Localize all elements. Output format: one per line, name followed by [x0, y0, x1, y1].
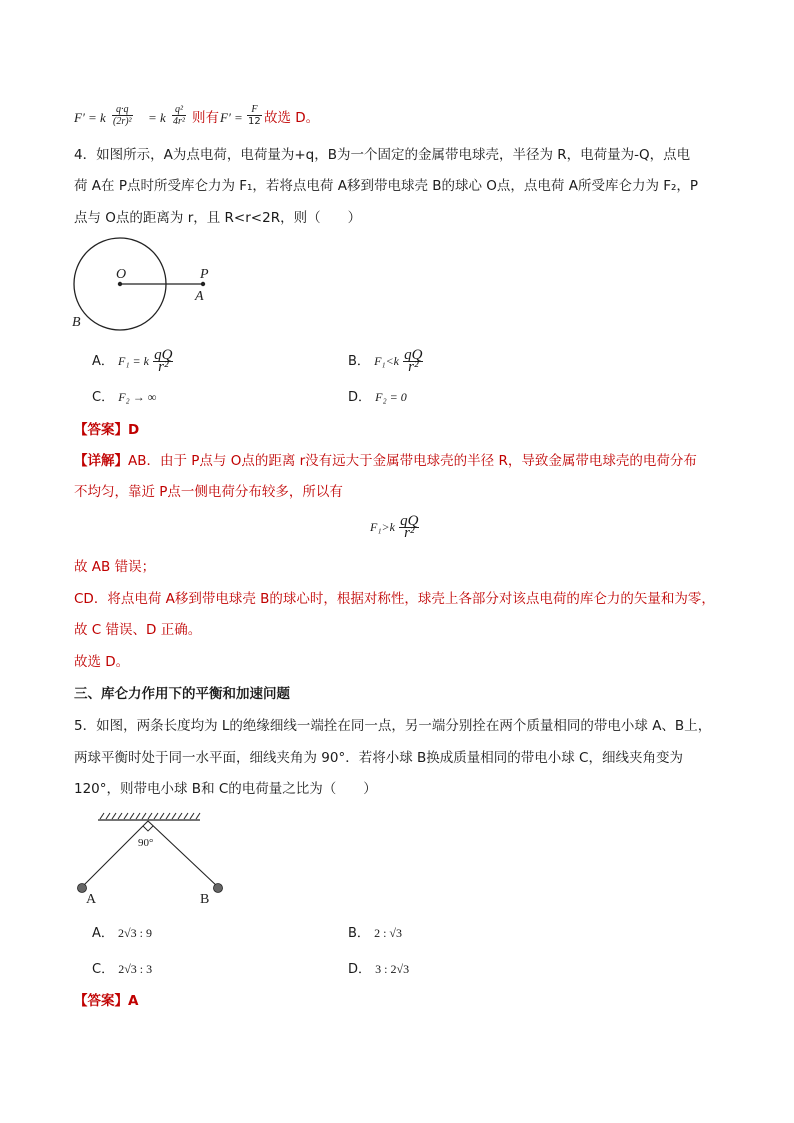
ceiling-hatch [100, 813, 200, 819]
string-b [148, 821, 218, 887]
q4-detail-line2: 不均匀，靠近 P点一侧电荷分布较多，所以有 [74, 484, 343, 500]
q5-line1: 5．如图，两条长度均为 L的绝缘细线一端拴在同一点，另一端分别拴在两个质量相同的带电小球 A、B上， [74, 718, 712, 734]
formula-then: 则有 [192, 110, 219, 126]
q4-line2: 荷 A在 P点时所受库仑力为 F₁，若将点电荷 A移到带电球壳 B的球心 O点，点电荷 A所受库仑力为 F₂，P [74, 178, 699, 194]
q5-option-d[interactable]: D． 3 : 2√3 [348, 962, 410, 977]
q4-line3: 点与 O点的距离为 r，且 R<r<2R，则（ ） [74, 210, 362, 226]
q5-line3: 120°，则带电小球 B和 C的电荷量之比为（ ） [74, 781, 377, 797]
ball-b [214, 884, 223, 893]
right-angle-mark [143, 826, 153, 831]
formula-lhs: F′ = k [74, 110, 106, 125]
label-a: A [195, 289, 204, 304]
q4-ab-conclusion: 故 AB 错误； [74, 559, 156, 575]
q4-detail-line1: 【详解】AB．由于 P点与 O点的距离 r没有远大于金属带电球壳的半径 R，导致金属带电球壳的电荷分布 [74, 453, 697, 469]
ball-label-a: A [86, 892, 97, 907]
q4-option-c[interactable]: C． F₂ → ∞ [92, 390, 157, 405]
q4-answer: 【答案】D [74, 422, 140, 438]
q4-option-a[interactable]: A． F₁ = k $\frac{qQ}{\text{r²}}$ [92, 347, 173, 375]
formula-mid: = k [148, 110, 166, 125]
q5-option-a[interactable]: A． 2√3 : 9 [92, 926, 152, 941]
q4-cd-line1: CD．将点电荷 A移到带电球壳 B的球心时，根据对称性，球壳上各部分对该点电荷的库仑力的矢量和为零， [74, 591, 715, 607]
angle-label: 90° [138, 837, 154, 849]
ball-label-b: B [200, 892, 210, 907]
formula-rhs-frac: $\frac{F}{12}$ [248, 104, 261, 127]
q5-answer: 【答案】A [74, 993, 139, 1009]
center-point [118, 282, 122, 286]
formula-frac2: $\frac{\text{q²}}{\text{4r²}}$ [173, 104, 185, 127]
string-a [82, 821, 148, 887]
q4-option-b[interactable]: B． F₁<k $\frac{qQ}{\text{r²}}$ [348, 347, 423, 375]
q5-line2: 两球平衡时处于同一水平面，细线夹角为 90°．若将小球 B换成质量相同的带电小球 C，细线夹角变为 [74, 750, 683, 766]
q4-line1: 4．如图所示，A为点电荷，电荷量为+q，B为一个固定的金属带电球壳，半径为 R，电荷量为-Q，点电 [74, 147, 691, 163]
formula-conclusion: 故选 D。 [264, 110, 320, 126]
q4-final: 故选 D。 [74, 654, 130, 670]
q4-center-formula: F₁>k $\frac{qQ}{\text{r²}}$ [370, 513, 419, 541]
label-p: P [200, 267, 209, 282]
section-heading: 三、库仑力作用下的平衡和加速问题 [74, 686, 290, 702]
q4-option-d[interactable]: D． F₂ = 0 [348, 390, 407, 405]
q4-figure [66, 234, 246, 334]
point-p [201, 282, 205, 286]
q5-figure [74, 810, 224, 910]
formula-rhs-lhs: F′ = [220, 110, 243, 125]
label-b: B [72, 315, 81, 330]
q4-cd-line2: 故 C 错误、D 正确。 [74, 622, 202, 638]
q5-option-b[interactable]: B． 2 : √3 [348, 926, 402, 941]
label-o: O [116, 267, 127, 282]
q5-option-c[interactable]: C． 2√3 : 3 [92, 962, 153, 977]
formula-frac1: $\frac{q\cdot q}{\text{(2r)²}}$ [113, 104, 132, 127]
